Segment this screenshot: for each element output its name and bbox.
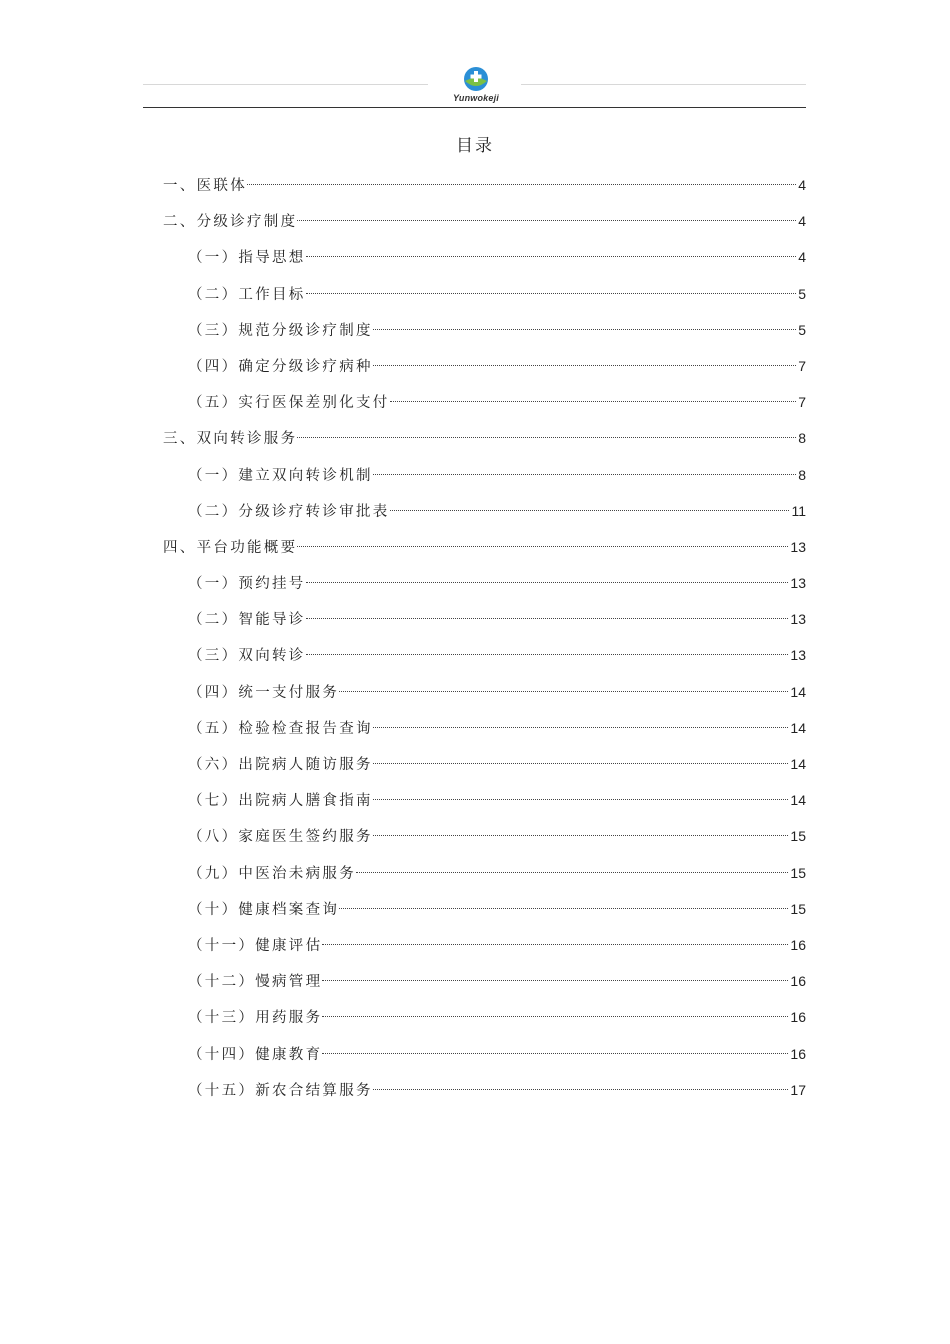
toc-dot-leader: [322, 980, 788, 981]
toc-entry[interactable]: [163, 746, 806, 782]
toc-entry-page-number: 14: [790, 683, 806, 700]
toc-entry-label: （五）实行医保差别化支付: [188, 395, 390, 412]
toc-entry-label: （九）中医治未病服务: [188, 865, 356, 882]
header-rule: [143, 107, 806, 108]
toc-entry-page-number: 8: [798, 430, 806, 447]
page-header: [143, 62, 806, 110]
toc-dot-leader: [306, 293, 797, 294]
toc-entry-page-number: 4: [798, 213, 806, 230]
toc-dot-leader: [247, 184, 796, 185]
toc-entry[interactable]: [163, 384, 806, 420]
toc-entry-page-number: 7: [798, 394, 806, 411]
toc-entry-label: （八）家庭医生签约服务: [188, 829, 373, 846]
toc-dot-leader: [373, 835, 789, 836]
toc-entry[interactable]: [163, 999, 806, 1035]
toc-dot-leader: [306, 654, 789, 655]
toc-entry-page-number: 4: [798, 249, 806, 266]
toc-entry-page-number: 8: [798, 466, 806, 483]
toc-entry[interactable]: [163, 674, 806, 710]
toc-dot-leader: [339, 691, 788, 692]
toc-entry[interactable]: [163, 276, 806, 312]
toc-dot-leader: [306, 256, 797, 257]
toc-entry[interactable]: [163, 710, 806, 746]
toc-dot-leader: [373, 474, 796, 475]
toc-dot-leader: [297, 546, 788, 547]
toc-dot-leader: [322, 1016, 788, 1017]
toc-entry[interactable]: [163, 1072, 806, 1108]
toc-entry-page-number: 13: [790, 611, 806, 628]
toc-entry[interactable]: [163, 637, 806, 673]
toc-entry[interactable]: [163, 457, 806, 493]
toc-entry-page-number: 7: [798, 357, 806, 374]
header-line-left: [143, 84, 428, 85]
toc-entry-label: （十二）慢病管理: [188, 974, 323, 991]
toc-entry-page-number: 14: [790, 756, 806, 772]
toc-dot-leader: [373, 727, 789, 728]
toc-entry[interactable]: [163, 565, 806, 601]
toc-entry-page-number: 14: [790, 719, 806, 736]
toc-dot-leader: [373, 1089, 789, 1090]
toc-entry-label: （十四）健康教育: [188, 1046, 323, 1063]
toc-entry-label: （五）检验检查报告查询: [188, 720, 373, 737]
toc-entry-label: （十一）健康评估: [188, 937, 323, 954]
toc-entry[interactable]: [163, 203, 806, 239]
company-logo: [448, 66, 504, 106]
toc-dot-leader: [390, 510, 790, 511]
toc-entry-page-number: 4: [798, 177, 806, 193]
toc-entry[interactable]: [163, 601, 806, 637]
toc-entry-page-number: 11: [791, 502, 806, 519]
toc-entry-label: 二、分级诊疗制度: [163, 214, 298, 231]
toc-entry[interactable]: [163, 493, 806, 529]
toc-dot-leader: [297, 220, 796, 221]
toc-entry[interactable]: [163, 963, 806, 999]
toc-entry-label: 三、双向转诊服务: [163, 431, 298, 448]
toc-dot-leader: [322, 1053, 788, 1054]
toc-entry-page-number: 13: [790, 647, 806, 664]
toc-dot-leader: [373, 763, 789, 764]
toc-entry[interactable]: [163, 818, 806, 854]
toc-entry-label: （十五）新农合结算服务: [188, 1082, 373, 1099]
toc-entry-label: （三）双向转诊: [188, 648, 306, 665]
toc-entry-page-number: 16: [790, 936, 806, 953]
toc-entry[interactable]: [163, 239, 806, 275]
toc-entry-page-number: 15: [790, 864, 806, 881]
toc-entry-label: （一）指导思想: [188, 250, 306, 267]
toc-entry-page-number: 15: [790, 828, 806, 845]
toc-entry-page-number: 14: [790, 792, 806, 809]
toc-dot-leader: [373, 799, 789, 800]
toc-entry[interactable]: [163, 529, 806, 565]
toc-dot-leader: [373, 329, 796, 330]
toc-entry-page-number: 16: [790, 973, 806, 990]
toc-entry-page-number: 17: [790, 1081, 806, 1098]
toc-dot-leader: [356, 872, 788, 873]
toc-entry-page-number: 16: [790, 1045, 806, 1062]
toc-entry[interactable]: [163, 167, 806, 203]
toc-entry-label: （七）出院病人膳食指南: [188, 793, 373, 810]
toc-dot-leader: [373, 365, 796, 366]
toc-entry[interactable]: [163, 348, 806, 384]
toc-dot-leader: [306, 618, 789, 619]
logo-text: Yunwokeji: [453, 93, 499, 103]
toc-entry[interactable]: [163, 420, 806, 456]
toc-dot-leader: [322, 944, 788, 945]
toc-entry[interactable]: [163, 891, 806, 927]
toc-entry[interactable]: [163, 1036, 806, 1072]
toc-entry[interactable]: [163, 782, 806, 818]
header-line-right: [521, 84, 806, 85]
toc-dot-leader: [339, 908, 788, 909]
toc-title: 目录: [456, 136, 494, 156]
toc-dot-leader: [297, 437, 796, 438]
toc-entry-page-number: 13: [790, 575, 806, 592]
toc-entry-label: （二）智能导诊: [188, 612, 306, 629]
toc-entry-label: （十三）用药服务: [188, 1010, 323, 1027]
toc-entry-label: （四）确定分级诊疗病种: [188, 358, 373, 375]
logo-icon: [462, 66, 490, 92]
toc-entry[interactable]: [163, 312, 806, 348]
toc-entry-label: （一）预约挂号: [188, 576, 306, 593]
toc-entry-page-number: 5: [798, 321, 806, 338]
toc-entry-label: （一）建立双向转诊机制: [188, 467, 373, 484]
toc-entry-page-number: 5: [798, 285, 806, 302]
toc-dot-leader: [390, 401, 797, 402]
toc-entry-page-number: 16: [790, 1009, 806, 1026]
toc-entry[interactable]: [163, 927, 806, 963]
toc-entry-label: （二）工作目标: [188, 286, 306, 303]
toc-entry-label: （十）健康档案查询: [188, 901, 340, 918]
toc-dot-leader: [306, 582, 789, 583]
toc-entry-page-number: 15: [790, 900, 806, 917]
toc-entry-label: （三）规范分级诊疗制度: [188, 322, 373, 339]
table-of-contents: [163, 167, 806, 1108]
toc-entry[interactable]: [163, 855, 806, 891]
toc-entry-page-number: 13: [790, 538, 806, 555]
toc-entry-label: （四）统一支付服务: [188, 684, 340, 701]
toc-entry-label: 一、医联体: [163, 178, 247, 194]
toc-entry-label: 四、平台功能概要: [163, 539, 298, 556]
toc-entry-label: （六）出院病人随访服务: [188, 757, 373, 773]
toc-entry-label: （二）分级诊疗转诊审批表: [188, 503, 390, 520]
